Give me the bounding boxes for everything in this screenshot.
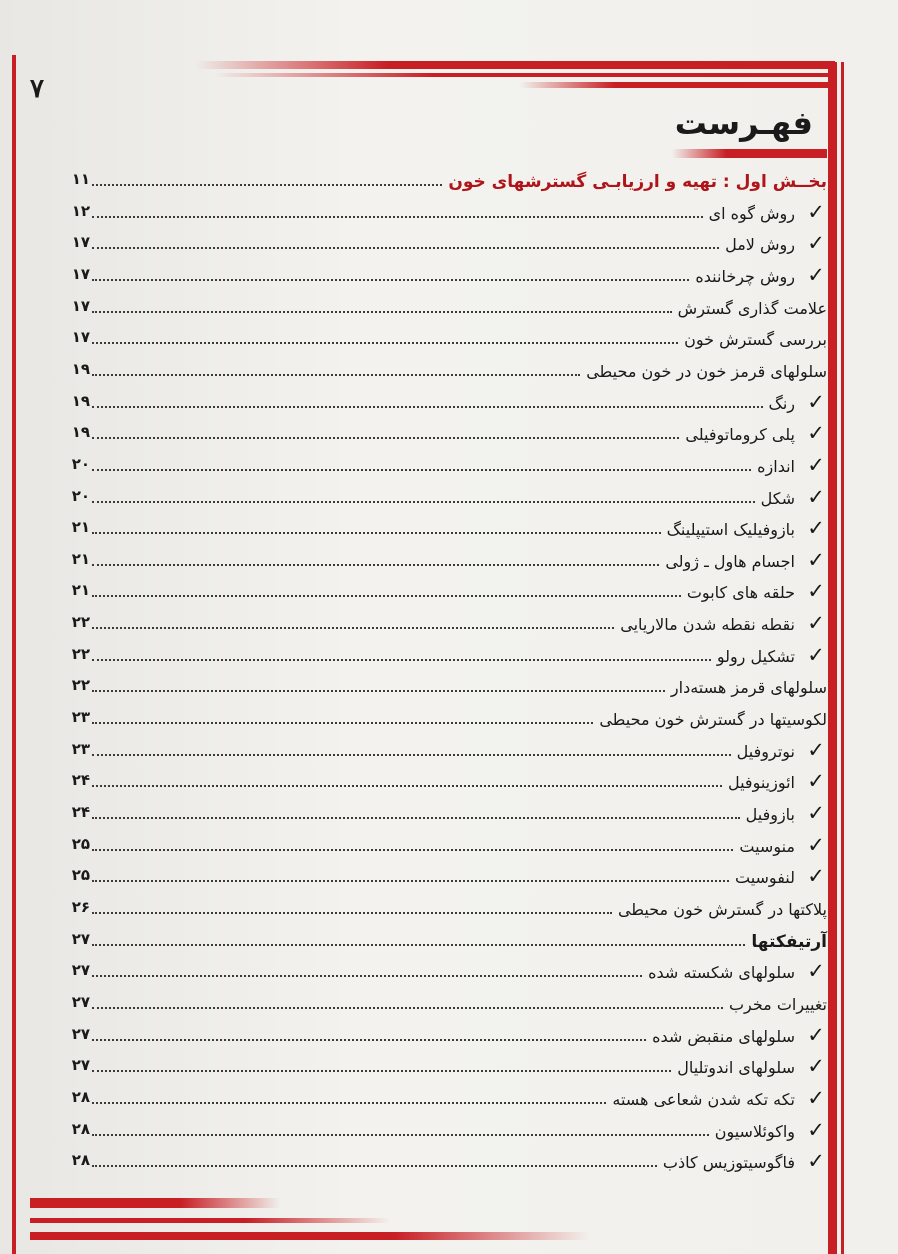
toc-entry-title: بررسی گسترش خون — [684, 330, 827, 349]
dot-leader — [92, 1102, 606, 1104]
toc-entry — [62, 455, 827, 483]
toc-entry — [62, 328, 827, 356]
page-number: ۷ — [30, 74, 44, 104]
toc-entry — [62, 866, 827, 894]
checkmark-icon: ✓ — [807, 231, 825, 255]
toc-entry-title: سلولهای منقبض شده — [652, 1027, 795, 1046]
toc-page-number: ۱۹ — [71, 360, 90, 378]
toc-page-number: ۲۰ — [71, 487, 90, 505]
dot-leader — [92, 311, 672, 313]
dot-leader — [92, 374, 580, 376]
toc-page-number: ۱۷ — [71, 233, 90, 251]
toc-entry-title: حلقه های کابوت — [686, 583, 795, 602]
dot-leader — [92, 627, 614, 629]
toc-entry-title: بخــش اول : تهیه و ارزیابـی گسترشهای خون — [448, 172, 827, 192]
dot-leader — [92, 406, 763, 408]
toc-page-number: ۱۷ — [71, 328, 90, 346]
toc-page-number: ۲۷ — [71, 993, 90, 1011]
dot-leader — [92, 722, 593, 724]
toc-entry — [62, 265, 827, 293]
toc-entry — [62, 1025, 827, 1053]
dot-leader — [92, 342, 678, 344]
toc-entry — [62, 233, 827, 261]
toc-entry-title: لکوسیتها در گسترش خون محیطی — [599, 710, 827, 729]
toc-entry — [62, 993, 827, 1021]
toc-entry-title: اجسام هاول ـ ژولی — [665, 552, 795, 571]
toc-page-number: ۲۴ — [71, 803, 90, 821]
dot-leader — [92, 469, 751, 471]
dot-leader — [92, 216, 703, 218]
toc-page-number: ۲۸ — [71, 1151, 90, 1169]
checkmark-icon: ✓ — [807, 643, 825, 667]
toc-entry — [62, 613, 827, 641]
toc-entry — [62, 550, 827, 578]
dot-leader — [92, 595, 681, 597]
dot-leader — [92, 564, 659, 566]
toc-page-number: ۱۷ — [71, 297, 90, 315]
toc-entry — [62, 297, 827, 325]
toc-page-number: ۲۸ — [71, 1120, 90, 1138]
dot-leader — [92, 880, 729, 882]
page-title: فهـرست — [674, 104, 813, 142]
dot-leader — [92, 1165, 657, 1167]
toc-entry-title: رنگ — [768, 394, 795, 413]
toc-entry-title: لنفوسیت — [734, 868, 795, 887]
toc-entry — [62, 360, 827, 388]
dot-leader — [92, 247, 719, 249]
toc-entry-title: تکه تکه شدن شعاعی هسته — [612, 1090, 795, 1109]
dot-leader — [92, 184, 442, 186]
checkmark-icon: ✓ — [807, 516, 825, 540]
toc-entry-title: پلی کروماتوفیلی — [685, 425, 795, 444]
dot-leader — [92, 849, 733, 851]
dot-leader — [92, 501, 755, 503]
toc-entry-title: روش لامل — [725, 235, 795, 254]
toc-entry — [62, 740, 827, 768]
toc-entry — [62, 170, 827, 198]
toc-entry-title: نقطه نقطه شدن مالاریایی — [620, 615, 795, 634]
toc-entry-title: واکوئلاسیون — [714, 1122, 795, 1141]
toc-page-number: ۱۷ — [71, 265, 90, 283]
toc-page-number: ۱۱ — [71, 170, 90, 188]
checkmark-icon: ✓ — [807, 1149, 825, 1173]
dot-leader — [92, 754, 731, 756]
checkmark-icon: ✓ — [807, 611, 825, 635]
toc-entry-title: ائوزینوفیل — [727, 773, 795, 792]
toc-entry — [62, 645, 827, 673]
toc-page-number: ۱۹ — [71, 423, 90, 441]
checkmark-icon: ✓ — [807, 548, 825, 572]
toc-entry-title: پلاکتها در گسترش خون محیطی — [617, 900, 827, 919]
toc-entry-title: شکل — [760, 489, 795, 508]
toc-entry — [62, 930, 827, 958]
toc-page-number: ۲۸ — [71, 1088, 90, 1106]
checkmark-icon: ✓ — [807, 579, 825, 603]
dot-leader — [92, 1070, 671, 1072]
dot-leader — [92, 912, 612, 914]
toc-entry — [62, 961, 827, 989]
toc-page-number: ۲۱ — [71, 581, 90, 599]
dot-leader — [92, 1134, 709, 1136]
toc-entry-title: تغییرات مخرب — [728, 995, 827, 1014]
toc-page-number: ۲۴ — [71, 771, 90, 789]
checkmark-icon: ✓ — [807, 1118, 825, 1142]
toc-entry — [62, 581, 827, 609]
toc-page-number: ۲۵ — [71, 866, 90, 884]
checkmark-icon: ✓ — [807, 959, 825, 983]
toc-page-number: ۲۷ — [71, 1056, 90, 1074]
dot-leader — [92, 659, 711, 661]
toc-page-number: ۱۹ — [71, 392, 90, 410]
toc-entry — [62, 803, 827, 831]
toc-page-number: ۲۱ — [71, 550, 90, 568]
toc-entry — [62, 487, 827, 515]
toc-entry — [62, 771, 827, 799]
checkmark-icon: ✓ — [807, 485, 825, 509]
toc-entry — [62, 518, 827, 546]
toc-entry-title: روش گوه ای — [708, 204, 795, 223]
toc-page-number: ۲۰ — [71, 455, 90, 473]
toc-entry-title: منوسیت — [739, 837, 795, 856]
toc-page-number: ۲۶ — [71, 898, 90, 916]
checkmark-icon: ✓ — [807, 263, 825, 287]
toc-entry-title: تشکیل رولو — [716, 647, 795, 666]
toc-entry — [62, 392, 827, 420]
dot-leader — [92, 1039, 646, 1041]
checkmark-icon: ✓ — [807, 1023, 825, 1047]
dot-leader — [92, 690, 665, 692]
toc-entry — [62, 1056, 827, 1084]
toc-page-number: ۲۵ — [71, 835, 90, 853]
checkmark-icon: ✓ — [807, 833, 825, 857]
dot-leader — [92, 1007, 723, 1009]
toc-entry — [62, 676, 827, 704]
toc-page-number: ۱۲ — [71, 202, 90, 220]
toc-page-number: ۲۷ — [71, 930, 90, 948]
toc-entry — [62, 835, 827, 863]
toc-entry-title: علامت گذاری گسترش — [677, 299, 827, 318]
toc-entry — [62, 1120, 827, 1148]
toc-page-number: ۲۷ — [71, 961, 90, 979]
checkmark-icon: ✓ — [807, 1054, 825, 1078]
checkmark-icon: ✓ — [807, 390, 825, 414]
checkmark-icon: ✓ — [807, 453, 825, 477]
dot-leader — [92, 532, 661, 534]
checkmark-icon: ✓ — [807, 801, 825, 825]
dot-leader — [92, 279, 689, 281]
toc-entry-title: بازوفیلیک استیپلینگ — [666, 520, 795, 539]
toc-page-number: ۲۲ — [71, 645, 90, 663]
toc-entry-title: نوتروفیل — [736, 742, 795, 761]
dot-leader — [92, 817, 740, 819]
dot-leader — [92, 944, 745, 946]
dot-leader — [92, 785, 722, 787]
toc-entry — [62, 708, 827, 736]
checkmark-icon: ✓ — [807, 200, 825, 224]
toc-page-number: ۲۲ — [71, 613, 90, 631]
toc-entry-title: سلولهای شکسته شده — [648, 963, 795, 982]
toc-entry — [62, 1151, 827, 1179]
toc-entry-title: فاگوسیتوزیس کاذب — [662, 1153, 795, 1172]
toc-entry-title: سلولهای قرمز خون در خون محیطی — [586, 362, 827, 381]
toc-entry-title: سلولهای اندوتلیال — [677, 1058, 795, 1077]
checkmark-icon: ✓ — [807, 769, 825, 793]
toc-entry-title: آرتیفکتها — [751, 932, 827, 952]
toc-entry — [62, 1088, 827, 1116]
toc-page-number: ۲۷ — [71, 1025, 90, 1043]
toc-entry-title: روش چرخاننده — [695, 267, 795, 286]
toc-entry — [62, 898, 827, 926]
toc-page-number: ۲۲ — [71, 676, 90, 694]
dot-leader — [92, 975, 642, 977]
toc-page-number: ۲۳ — [71, 708, 90, 726]
toc-page-number: ۲۳ — [71, 740, 90, 758]
toc-entry-title: سلولهای قرمز هسته‌دار — [670, 678, 827, 697]
toc-entry-title: اندازه — [757, 457, 795, 476]
toc-page-number: ۲۱ — [71, 518, 90, 536]
checkmark-icon: ✓ — [807, 1086, 825, 1110]
toc-entry-title: بازوفیل — [745, 805, 795, 824]
checkmark-icon: ✓ — [807, 738, 825, 762]
checkmark-icon: ✓ — [807, 421, 825, 445]
dot-leader — [92, 437, 679, 439]
toc-entry — [62, 423, 827, 451]
checkmark-icon: ✓ — [807, 864, 825, 888]
toc-entry — [62, 202, 827, 230]
